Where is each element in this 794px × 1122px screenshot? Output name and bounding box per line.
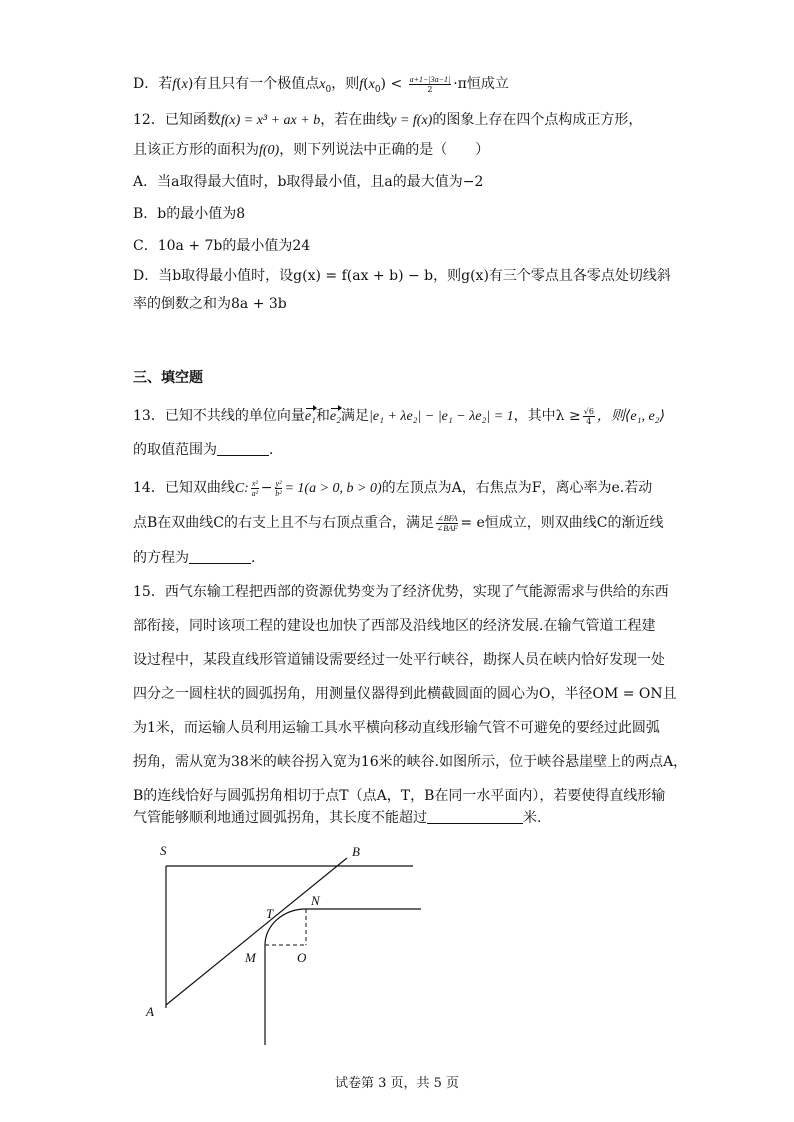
pipe-line-ab [166,858,347,1005]
q12-stem: 12．已知函数f(x) = x³ + ax + b，若在曲线y = f(x)的图象上存在四个点构成正方形， [133,112,643,128]
q14-stem: 14．已知双曲线C: $\frac{\text{x²}}{\text{a²}}$ − $\frac{\text{y²}}{\text{b²}}$ = 1(a > 0, b > 0)的左顶点为A，右焦点为F，离心率为e.若动 [133,478,653,498]
q15-line3: 设过程中，某段直线形管道铺设需要经过一处平行峡谷，勘探人员在峡内恰好发现一处 [133,652,665,668]
q14-line2: 点B在双曲线C的右支上且不与右顶点重合，满足 $\frac{\text{∠BFA}}{\text{∠BAF}}$ = e恒成立，则双曲线C的渐近线 [133,513,664,533]
q12-option-d-line2: 率的倒数之和为8a + 3b [133,296,287,312]
q15-line5: 为1米，而运输人员利用运输工具水平横向移动直线形输气管不可避免的要经过此圆弧 [133,720,660,736]
label-b: B [352,844,360,859]
label-n: N [311,893,320,908]
page-footer: 试卷第 3 页，共 5 页 [334,1076,460,1091]
q12-option-c: C．10a + 7b的最小值为24 [133,238,311,254]
q13-stem: 13．已知不共线的单位向量e₁和e₂满足|e₁ + λe₂| − |e₁ − λe₂| = 1，其中λ ≥ $\frac{√6}{4}$ ，则⟨e₁, e₂⟩ [133,406,665,426]
q15-line6: 拐角，需从宽为38米的峡谷拐入宽为16米的峡谷.如图所示，位于峡谷悬崖壁上的两点A， [133,754,688,770]
option-d-fraction: $\frac{a+1-|3a-1|}{2}$ [409,74,451,94]
label-a: A [146,1004,154,1019]
label-t: T [266,906,274,921]
q11-option-d: D．若f(x)有且只有一个极值点$x_0$，则$f(x_0)$ < $\frac{a+1-|3a-1|}{2}$ ·π恒成立 [133,74,509,95]
q15-line4: 四分之一圆柱状的圆弧拐角，用测量仪器得到此横截圆面的圆心为O，半径OM = ON且 [133,686,677,702]
section-title: 三、填空题 [133,370,203,386]
label-m: M [245,950,256,965]
q12-option-d: D．当b取得最小值时，设g(x) = f(ax + b) − b，则g(x)有三个零点且各零点处切线斜 [133,268,671,284]
q15-line8: 气管能够顺利地通过圆弧拐角，其长度不能超过 米. [133,810,542,826]
q13-line2: 的取值范围为 . [133,442,274,458]
label-s: S [160,843,167,858]
q15-line7: B的连线恰好与圆弧拐角相切于点T（点A，T，B在同一水平面内），若要使得直线形输 [133,788,666,804]
q12-stem-line2: 且该正方形的面积为f(0)，则下列说法中正确的是（ ） [133,142,490,158]
angle-fraction: $\frac{\text{∠BFA}}{\text{∠BAF}}$ [436,513,458,533]
q15-line2: 部衔接，同时该项工程的建设也加快了西部及沿线地区的经济发展.在输气管道工程建 [133,618,656,634]
q14-line3: 的方程为 . [133,550,256,566]
q12-option-b: B．b的最小值为8 [133,206,246,222]
sqrt6-over-4: $\frac{√6}{4}$ [583,406,594,426]
label-o: O [297,950,307,965]
q12-option-a: A．当a取得最大值时，b取得最小值，且a的最大值为−2 [133,174,484,190]
q15-line1: 15．西气东输工程把西部的资源优势变为了经济优势，实现了气能源需求与供给的东西 [133,584,669,600]
